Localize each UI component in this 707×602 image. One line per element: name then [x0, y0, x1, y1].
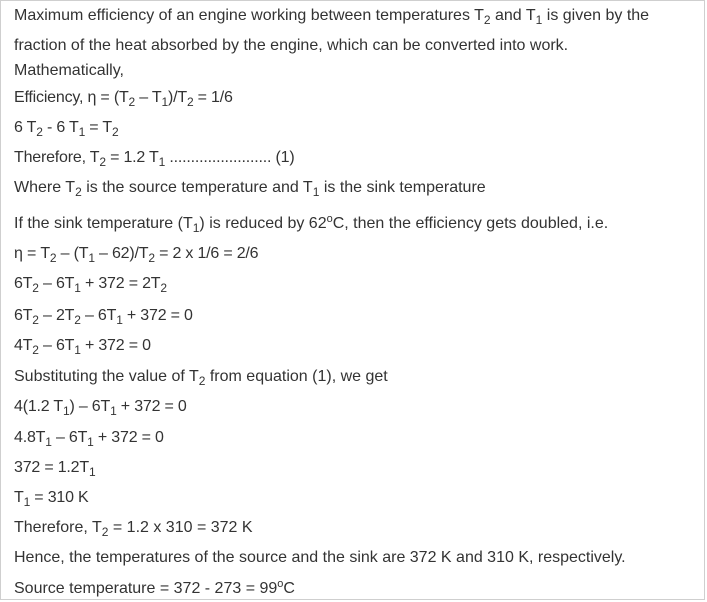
text-run: = 1/6 — [193, 89, 233, 106]
text-run: + 372 = 0 — [80, 337, 151, 354]
text-run: T — [14, 489, 24, 506]
subscript: 1 — [87, 435, 94, 449]
line-step-b — [14, 306, 193, 328]
line-eq-6t2 — [14, 118, 118, 140]
text-run: = 2 x 1/6 = 2/6 — [154, 245, 259, 262]
line-step-d — [14, 397, 187, 419]
text-run: Hence, the temperatures of the source and the sink are 372 K and 310 K, respectively. — [14, 549, 626, 566]
subscript: 2 — [75, 185, 82, 199]
text-run: Therefore, T — [14, 519, 102, 536]
text-run: C, then the efficiency gets doubled, i.e. — [332, 215, 609, 232]
line-eta-doubled — [14, 244, 258, 266]
line-intro-1 — [14, 6, 649, 28]
text-run: – (T — [56, 245, 89, 262]
text-run: from equation (1), we get — [205, 368, 388, 385]
superscript: o — [277, 578, 284, 590]
text-run: = T — [85, 119, 112, 136]
text-run: – 2T — [38, 307, 75, 324]
line-intro-2 — [14, 36, 568, 58]
subscript: 2 — [49, 251, 57, 265]
text-run: Mathematically, — [14, 62, 124, 79]
text-run: 6 T — [14, 119, 37, 136]
line-hence — [14, 548, 626, 570]
subscript: 2 — [101, 525, 109, 539]
line-step-e — [14, 428, 164, 450]
subscript: 1 — [88, 251, 95, 265]
line-step-a — [14, 274, 167, 296]
text-run: 6T — [14, 275, 33, 292]
text-run: ........................ (1) — [165, 149, 295, 166]
text-run: – 6T — [38, 275, 75, 292]
text-run: – 6T — [80, 307, 117, 324]
text-run: + 372 = 0 — [116, 398, 187, 415]
subscript: 1 — [23, 495, 31, 509]
subscript: 1 — [74, 281, 81, 295]
text-run: 4T — [14, 337, 33, 354]
text-run: ) – 6T — [69, 398, 111, 415]
subscript: 2 — [32, 343, 39, 357]
line-mathematically — [14, 61, 124, 83]
text-run: - 6 T — [42, 119, 79, 136]
text-run: + 372 = 0 — [93, 429, 164, 446]
text-run: is given by the — [542, 7, 650, 24]
text-run: and T — [490, 7, 536, 24]
text-run: = 1.2 x 310 = 372 K — [108, 519, 253, 536]
text-run: Efficiency, η = (T — [14, 89, 129, 106]
text-run: 4(1.2 T — [14, 398, 63, 415]
text-run: Source temperature = 372 - 273 = 99 — [14, 580, 278, 597]
line-substituting — [14, 367, 388, 389]
subscript: 2 — [32, 281, 39, 295]
text-run: is the sink temperature — [319, 179, 486, 196]
text-run: )/T — [167, 89, 187, 106]
subscript: 1 — [78, 125, 86, 139]
subscript: 2 — [148, 251, 155, 265]
subscript: 1 — [192, 221, 200, 235]
text-run: – 6T — [51, 429, 88, 446]
text-run: Maximum efficiency of an engine working between temperatures T — [14, 7, 484, 24]
superscript: o — [326, 213, 333, 225]
text-run: fraction of the heat absorbed by the engine, which can be converted into work. — [14, 37, 569, 54]
subscript: 1 — [535, 13, 543, 27]
line-where — [14, 178, 486, 200]
subscript: 2 — [111, 125, 119, 139]
subscript: 1 — [116, 313, 123, 327]
text-run: ) is reduced by 62 — [199, 215, 327, 232]
text-run: is the source temperature and T — [81, 179, 313, 196]
subscript: 1 — [158, 155, 166, 169]
subscript: 2 — [99, 155, 106, 169]
subscript: 1 — [88, 465, 96, 479]
subscript: 1 — [74, 343, 81, 357]
line-source-temp — [14, 579, 295, 601]
subscript: 2 — [36, 125, 43, 139]
text-run: + 372 = 0 — [122, 307, 193, 324]
text-run: η = T — [14, 245, 50, 262]
line-if-sink — [14, 214, 608, 236]
text-run: Where T — [14, 179, 76, 196]
subscript: 2 — [128, 95, 136, 109]
subscript: 2 — [198, 374, 206, 388]
subscript: 2 — [32, 313, 39, 327]
text-run: – T — [135, 89, 162, 106]
text-run: 6T — [14, 307, 33, 324]
text-run: + 372 = 2T — [80, 275, 161, 292]
subscript: 1 — [110, 404, 117, 418]
subscript: 2 — [483, 13, 491, 27]
subscript: 1 — [312, 185, 320, 199]
line-t2-result — [14, 518, 253, 540]
subscript: 2 — [74, 313, 81, 327]
line-efficiency-formula — [14, 88, 233, 110]
text-run: If the sink temperature (T — [14, 215, 193, 232]
subscript: 1 — [45, 435, 52, 449]
text-run: 372 = 1.2T — [14, 459, 89, 476]
text-run: – 62)/T — [94, 245, 149, 262]
text-run: Substituting the value of T — [14, 368, 199, 385]
text-run: 4.8T — [14, 429, 46, 446]
line-step-c — [14, 336, 151, 358]
subscript: 1 — [161, 95, 168, 109]
subscript: 1 — [63, 404, 70, 418]
text-run: – 6T — [38, 337, 75, 354]
line-t1-result — [14, 488, 89, 510]
subscript: 2 — [186, 95, 194, 109]
line-eq-1 — [14, 148, 294, 170]
text-run: C — [283, 580, 295, 597]
text-run: = 310 K — [30, 489, 89, 506]
line-step-f — [14, 458, 95, 480]
subscript: 2 — [160, 281, 167, 295]
text-run: = 1.2 T — [105, 149, 159, 166]
text-run: Therefore, T — [14, 149, 100, 166]
